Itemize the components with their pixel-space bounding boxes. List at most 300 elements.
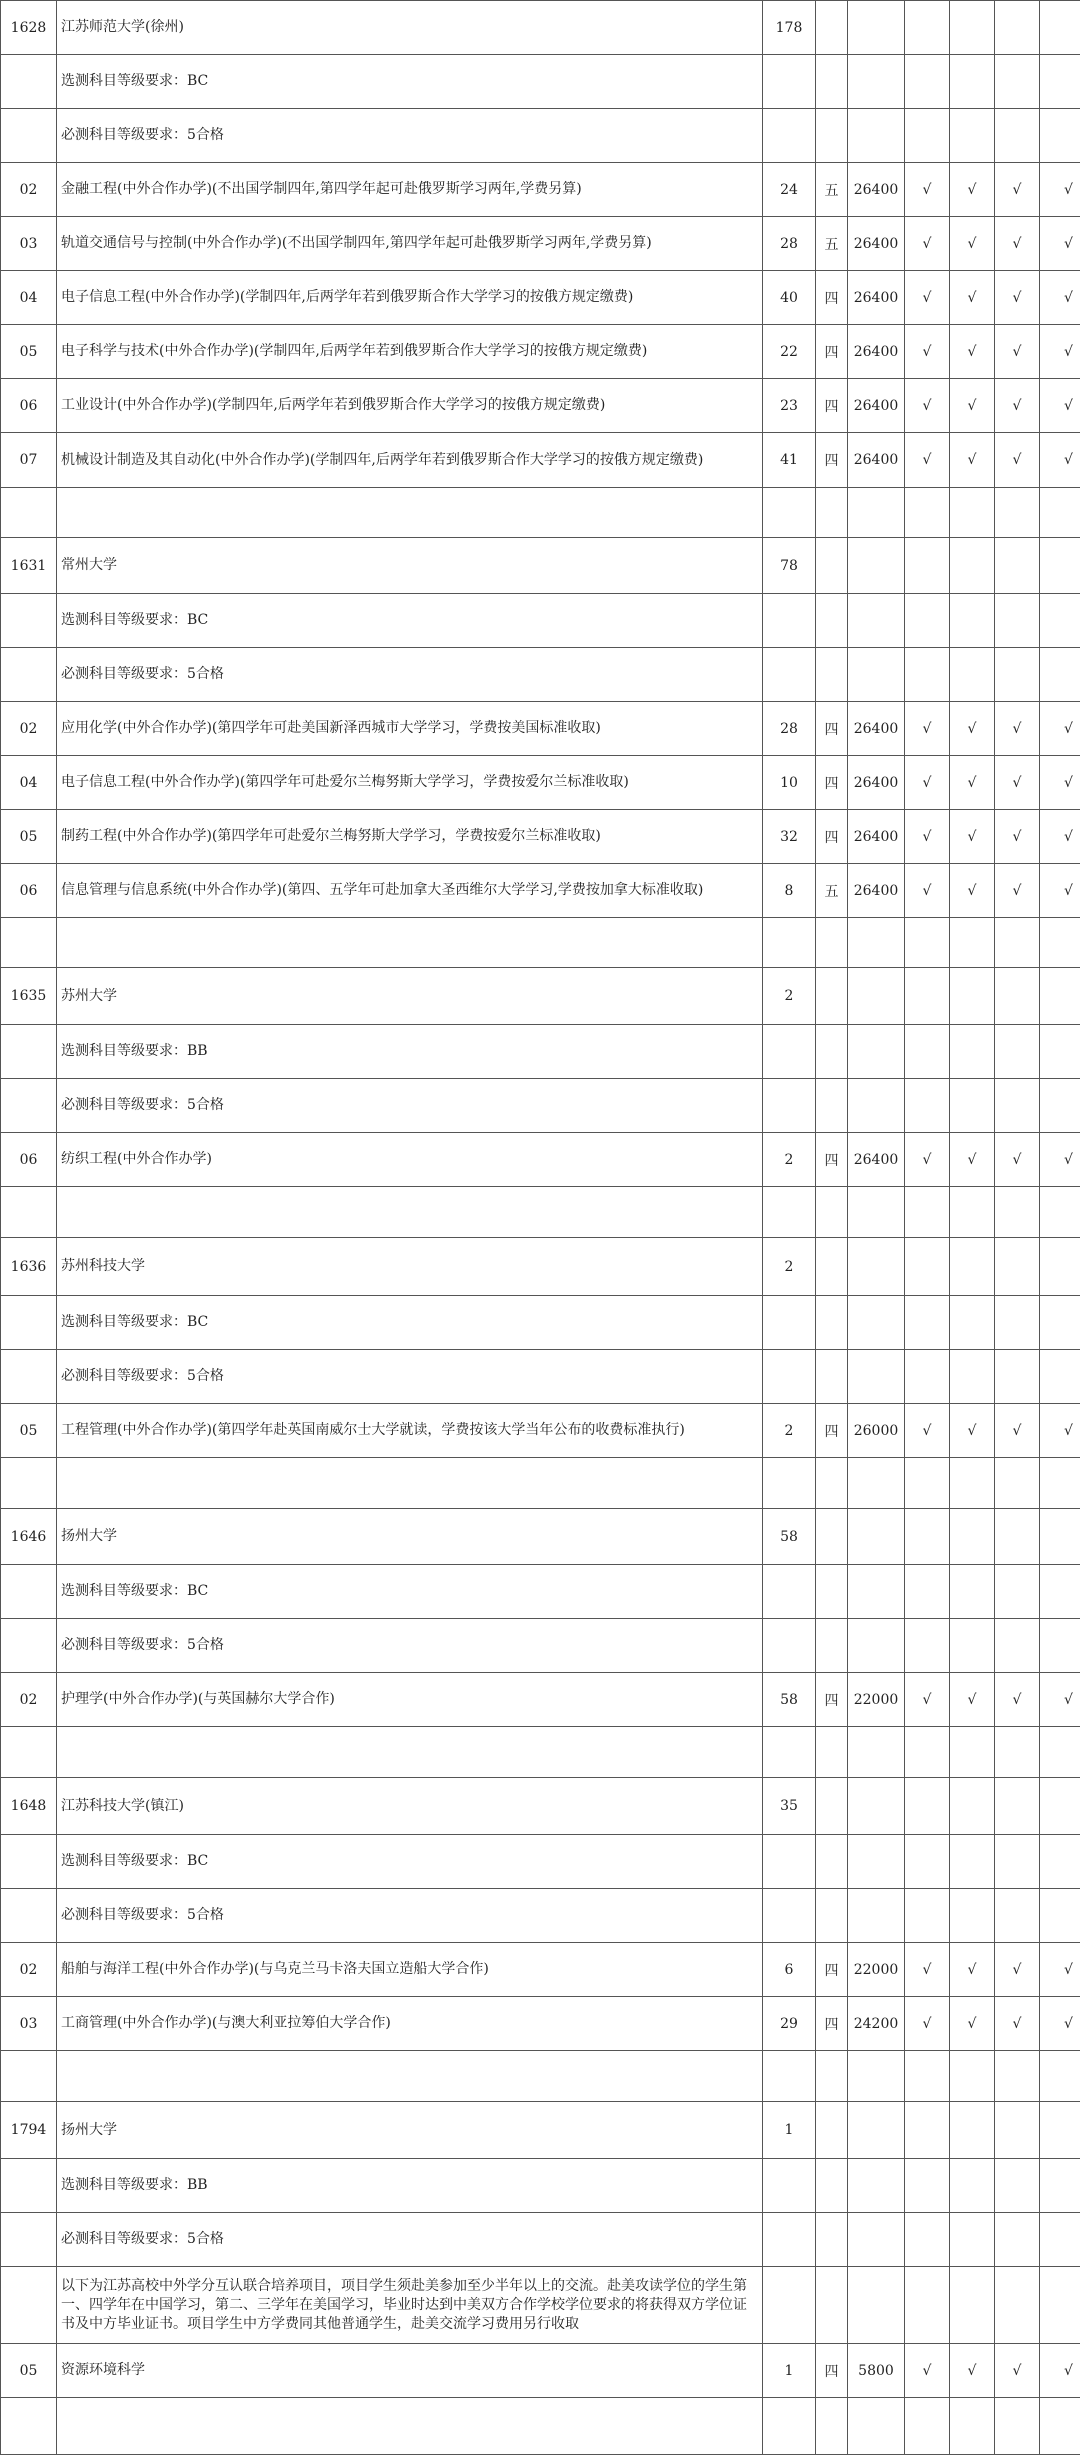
check-mark: √ (1040, 810, 1080, 864)
check-mark (1040, 1458, 1080, 1509)
check-mark (905, 1619, 950, 1673)
check-mark (950, 2102, 995, 2159)
tuition-fee: 26400 (848, 756, 905, 810)
major-row (1, 1943, 1080, 1997)
tuition-fee (848, 1350, 905, 1404)
study-years (816, 1458, 848, 1509)
check-mark: √ (1040, 756, 1080, 810)
blank-row (1, 2398, 1080, 2455)
row-code: 1635 (1, 968, 57, 1025)
check-mark: √ (950, 756, 995, 810)
check-mark: √ (905, 702, 950, 756)
check-mark (1040, 109, 1080, 163)
study-years: 四 (816, 756, 848, 810)
row-code: 07 (1, 433, 57, 488)
check-mark (905, 648, 950, 702)
check-mark: √ (1040, 1673, 1080, 1727)
plan-count (763, 1296, 816, 1350)
check-mark: √ (905, 163, 950, 217)
tuition-fee: 26400 (848, 163, 905, 217)
check-mark (995, 1778, 1040, 1835)
tuition-fee: 22000 (848, 1943, 905, 1997)
check-mark (950, 918, 995, 968)
check-mark: √ (1040, 1943, 1080, 1997)
check-mark: √ (905, 433, 950, 488)
check-mark: √ (995, 271, 1040, 325)
check-mark: √ (950, 217, 995, 271)
check-mark: √ (905, 810, 950, 864)
tuition-fee: 26400 (848, 217, 905, 271)
row-code: 02 (1, 702, 57, 756)
check-mark (950, 109, 995, 163)
check-mark (905, 1079, 950, 1133)
requirement-text: 选测科目等级要求：BC (57, 1835, 763, 1889)
check-mark (995, 1350, 1040, 1404)
study-years (816, 968, 848, 1025)
plan-count (763, 1565, 816, 1619)
check-mark (1040, 918, 1080, 968)
blank-row (1, 1458, 1080, 1509)
major-row (1, 1673, 1080, 1727)
blank-row (1, 488, 1080, 538)
check-mark (995, 1509, 1040, 1565)
check-mark: √ (1040, 1404, 1080, 1458)
study-years: 四 (816, 810, 848, 864)
study-years: 五 (816, 864, 848, 918)
tuition-fee (848, 1565, 905, 1619)
row-code (1, 2213, 57, 2267)
major-name: 纺织工程(中外合作办学) (57, 1133, 763, 1187)
check-mark (1040, 55, 1080, 109)
school-name: 扬州大学 (57, 1509, 763, 1565)
row-code (1, 1079, 57, 1133)
check-mark: √ (950, 702, 995, 756)
plan-count: 78 (763, 538, 816, 594)
major-name: 工业设计(中外合作办学)(学制四年,后两学年若到俄罗斯合作大学学习的按俄方规定缴费) (57, 379, 763, 433)
requirement-text (57, 918, 763, 968)
study-years (816, 1565, 848, 1619)
requirement-row (1, 1079, 1080, 1133)
tuition-fee (848, 1509, 905, 1565)
check-mark (995, 1025, 1040, 1079)
plan-count: 178 (763, 1, 816, 55)
check-mark (905, 1835, 950, 1889)
row-code (1, 1187, 57, 1238)
check-mark: √ (1040, 1133, 1080, 1187)
school-row (1, 1, 1080, 55)
check-mark (905, 968, 950, 1025)
check-mark (995, 2102, 1040, 2159)
check-mark (950, 1025, 995, 1079)
plan-count: 58 (763, 1509, 816, 1565)
check-mark (905, 1889, 950, 1943)
plan-count (763, 109, 816, 163)
check-mark (995, 1187, 1040, 1238)
check-mark: √ (950, 271, 995, 325)
check-mark (1040, 594, 1080, 648)
row-code: 1636 (1, 1238, 57, 1296)
school-name: 苏州大学 (57, 968, 763, 1025)
check-mark: √ (905, 1673, 950, 1727)
check-mark (950, 1509, 995, 1565)
study-years: 四 (816, 1404, 848, 1458)
check-mark (950, 538, 995, 594)
check-mark (1040, 968, 1080, 1025)
study-years (816, 1778, 848, 1835)
row-code (1, 2159, 57, 2213)
check-mark (950, 2159, 995, 2213)
requirement-text: 选测科目等级要求：BB (57, 2159, 763, 2213)
check-mark (905, 109, 950, 163)
check-mark (1040, 1565, 1080, 1619)
check-mark: √ (950, 1404, 995, 1458)
requirement-row (1, 1025, 1080, 1079)
requirement-row (1, 2213, 1080, 2267)
requirement-text: 必测科目等级要求：5合格 (57, 648, 763, 702)
study-years (816, 2102, 848, 2159)
plan-count (763, 1025, 816, 1079)
requirement-text: 选测科目等级要求：BC (57, 1565, 763, 1619)
check-mark (950, 1187, 995, 1238)
requirement-row (1, 594, 1080, 648)
row-code (1, 1458, 57, 1509)
major-name: 应用化学(中外合作办学)(第四学年可赴美国新泽西城市大学学习，学费按美国标准收取) (57, 702, 763, 756)
study-years (816, 648, 848, 702)
study-years: 五 (816, 163, 848, 217)
check-mark (995, 1458, 1040, 1509)
study-years: 四 (816, 325, 848, 379)
major-name: 资源环境科学 (57, 2344, 763, 2398)
row-code (1, 488, 57, 538)
row-code: 05 (1, 325, 57, 379)
tuition-fee (848, 594, 905, 648)
check-mark: √ (905, 1943, 950, 1997)
study-years (816, 2398, 848, 2455)
check-mark (995, 648, 1040, 702)
tuition-fee (848, 2051, 905, 2102)
plan-count: 2 (763, 968, 816, 1025)
major-name: 制药工程(中外合作办学)(第四学年可赴爱尔兰梅努斯大学学习，学费按爱尔兰标准收取) (57, 810, 763, 864)
check-mark (1040, 1778, 1080, 1835)
major-row (1, 1404, 1080, 1458)
check-mark (995, 1296, 1040, 1350)
check-mark (1040, 1238, 1080, 1296)
tuition-fee (848, 55, 905, 109)
check-mark (1040, 2159, 1080, 2213)
note-row (1, 2267, 1080, 2344)
check-mark: √ (905, 2344, 950, 2398)
check-mark (950, 594, 995, 648)
plan-count (763, 2213, 816, 2267)
check-mark (950, 1079, 995, 1133)
check-mark (1040, 1350, 1080, 1404)
check-mark: √ (995, 1943, 1040, 1997)
requirement-row (1, 1296, 1080, 1350)
check-mark (905, 538, 950, 594)
requirement-row (1, 1889, 1080, 1943)
check-mark (1040, 1, 1080, 55)
check-mark (905, 1187, 950, 1238)
plan-count (763, 1458, 816, 1509)
requirement-text: 必测科目等级要求：5合格 (57, 1619, 763, 1673)
major-name: 电子信息工程(中外合作办学)(第四学年可赴爱尔兰梅努斯大学学习，学费按爱尔兰标准收取) (57, 756, 763, 810)
row-code (1, 648, 57, 702)
check-mark (1040, 1727, 1080, 1778)
tuition-fee: 22000 (848, 1673, 905, 1727)
blank-row (1, 2051, 1080, 2102)
check-mark (1040, 1025, 1080, 1079)
row-code (1, 2267, 57, 2344)
major-row (1, 217, 1080, 271)
check-mark: √ (995, 325, 1040, 379)
check-mark: √ (950, 1997, 995, 2051)
school-name: 扬州大学 (57, 2102, 763, 2159)
check-mark (995, 1619, 1040, 1673)
plan-count (763, 918, 816, 968)
study-years: 四 (816, 1997, 848, 2051)
row-code (1, 1350, 57, 1404)
plan-count: 29 (763, 1997, 816, 2051)
study-years: 四 (816, 1943, 848, 1997)
check-mark (995, 1, 1040, 55)
check-mark (950, 1889, 995, 1943)
tuition-fee: 5800 (848, 2344, 905, 2398)
study-years (816, 488, 848, 538)
row-code: 04 (1, 271, 57, 325)
row-code: 02 (1, 163, 57, 217)
check-mark: √ (950, 163, 995, 217)
plan-count: 28 (763, 217, 816, 271)
row-code: 1648 (1, 1778, 57, 1835)
check-mark (950, 1778, 995, 1835)
tuition-fee (848, 648, 905, 702)
row-code: 06 (1, 379, 57, 433)
plan-count: 2 (763, 1404, 816, 1458)
requirement-row (1, 109, 1080, 163)
plan-count (763, 1619, 816, 1673)
check-mark (905, 594, 950, 648)
major-row (1, 756, 1080, 810)
check-mark: √ (905, 325, 950, 379)
study-years: 四 (816, 271, 848, 325)
major-name: 信息管理与信息系统(中外合作办学)(第四、五学年可赴加拿大圣西维尔大学学习,学费按加拿大标准收取) (57, 864, 763, 918)
row-code: 06 (1, 1133, 57, 1187)
blank-row (1, 1187, 1080, 1238)
study-years (816, 594, 848, 648)
tuition-fee: 26400 (848, 271, 905, 325)
plan-count: 2 (763, 1238, 816, 1296)
major-row (1, 433, 1080, 488)
check-mark: √ (995, 217, 1040, 271)
check-mark: √ (905, 756, 950, 810)
check-mark (950, 1565, 995, 1619)
check-mark (1040, 2213, 1080, 2267)
row-code (1, 2398, 57, 2455)
tuition-fee (848, 538, 905, 594)
check-mark (1040, 648, 1080, 702)
study-years (816, 2267, 848, 2344)
check-mark (905, 2102, 950, 2159)
school-row (1, 538, 1080, 594)
requirement-text: 必测科目等级要求：5合格 (57, 1889, 763, 1943)
tuition-fee (848, 1835, 905, 1889)
requirement-text: 选测科目等级要求：BC (57, 1296, 763, 1350)
study-years (816, 2051, 848, 2102)
study-years: 四 (816, 379, 848, 433)
plan-count: 35 (763, 1778, 816, 1835)
major-row (1, 271, 1080, 325)
check-mark: √ (950, 1133, 995, 1187)
school-name: 江苏科技大学(镇江) (57, 1778, 763, 1835)
check-mark (1040, 488, 1080, 538)
requirement-text (57, 1727, 763, 1778)
major-row (1, 325, 1080, 379)
check-mark: √ (1040, 702, 1080, 756)
check-mark: √ (950, 864, 995, 918)
requirement-text: 选测科目等级要求：BB (57, 1025, 763, 1079)
plan-count: 58 (763, 1673, 816, 1727)
tuition-fee: 24200 (848, 1997, 905, 2051)
check-mark: √ (950, 379, 995, 433)
check-mark (905, 2213, 950, 2267)
requirement-text: 选测科目等级要求：BC (57, 594, 763, 648)
plan-count (763, 2267, 816, 2344)
tuition-fee (848, 1778, 905, 1835)
row-code: 05 (1, 1404, 57, 1458)
check-mark (1040, 1079, 1080, 1133)
plan-count (763, 1889, 816, 1943)
study-years: 四 (816, 1133, 848, 1187)
study-years (816, 1296, 848, 1350)
row-code: 04 (1, 756, 57, 810)
major-name: 工程管理(中外合作办学)(第四学年赴英国南威尔士大学就读，学费按该大学当年公布的收费标准执行) (57, 1404, 763, 1458)
study-years: 四 (816, 2344, 848, 2398)
plan-count (763, 2398, 816, 2455)
check-mark (1040, 1889, 1080, 1943)
row-code (1, 1619, 57, 1673)
plan-count (763, 1187, 816, 1238)
major-name: 电子科学与技术(中外合作办学)(学制四年,后两学年若到俄罗斯合作大学学习的按俄方规定缴费) (57, 325, 763, 379)
check-mark (905, 2267, 950, 2344)
check-mark (995, 2267, 1040, 2344)
study-years (816, 55, 848, 109)
row-code: 1628 (1, 1, 57, 55)
requirement-text (57, 1187, 763, 1238)
major-name: 金融工程(中外合作办学)(不出国学制四年,第四学年起可赴俄罗斯学习两年,学费另算) (57, 163, 763, 217)
tuition-fee (848, 1619, 905, 1673)
tuition-fee: 26400 (848, 379, 905, 433)
check-mark: √ (950, 1673, 995, 1727)
tuition-fee: 26400 (848, 1133, 905, 1187)
plan-count: 23 (763, 379, 816, 433)
school-row (1, 2102, 1080, 2159)
check-mark (950, 1835, 995, 1889)
row-code (1, 918, 57, 968)
study-years (816, 1025, 848, 1079)
check-mark: √ (995, 433, 1040, 488)
study-years (816, 1079, 848, 1133)
study-years (816, 1727, 848, 1778)
check-mark (995, 1565, 1040, 1619)
check-mark (995, 918, 1040, 968)
row-code (1, 1565, 57, 1619)
check-mark: √ (1040, 433, 1080, 488)
check-mark (905, 2398, 950, 2455)
plan-count: 40 (763, 271, 816, 325)
check-mark (995, 968, 1040, 1025)
requirement-row (1, 1350, 1080, 1404)
check-mark (950, 1296, 995, 1350)
check-mark (950, 488, 995, 538)
study-years (816, 109, 848, 163)
check-mark: √ (1040, 379, 1080, 433)
check-mark: √ (995, 1673, 1040, 1727)
plan-count: 32 (763, 810, 816, 864)
check-mark (1040, 2398, 1080, 2455)
check-mark (995, 2051, 1040, 2102)
study-years (816, 1889, 848, 1943)
row-code (1, 1296, 57, 1350)
study-years (816, 1835, 848, 1889)
tuition-fee (848, 1727, 905, 1778)
requirement-text: 必测科目等级要求：5合格 (57, 109, 763, 163)
check-mark: √ (1040, 325, 1080, 379)
plan-count (763, 488, 816, 538)
study-years (816, 918, 848, 968)
check-mark: √ (905, 271, 950, 325)
requirement-text: 必测科目等级要求：5合格 (57, 1350, 763, 1404)
check-mark: √ (995, 2344, 1040, 2398)
check-mark (1040, 2051, 1080, 2102)
school-row (1, 968, 1080, 1025)
check-mark (905, 55, 950, 109)
study-years (816, 1, 848, 55)
check-mark (1040, 1509, 1080, 1565)
plan-count: 6 (763, 1943, 816, 1997)
row-code: 03 (1, 1997, 57, 2051)
check-mark: √ (1040, 1997, 1080, 2051)
tuition-fee (848, 1079, 905, 1133)
row-code (1, 1025, 57, 1079)
plan-count (763, 55, 816, 109)
row-code: 06 (1, 864, 57, 918)
tuition-fee (848, 1025, 905, 1079)
check-mark: √ (1040, 271, 1080, 325)
major-row (1, 864, 1080, 918)
check-mark (995, 488, 1040, 538)
check-mark (950, 968, 995, 1025)
tuition-fee (848, 1889, 905, 1943)
plan-count (763, 1079, 816, 1133)
check-mark (995, 2398, 1040, 2455)
tuition-fee (848, 968, 905, 1025)
row-code (1, 594, 57, 648)
major-name: 轨道交通信号与控制(中外合作办学)(不出国学制四年,第四学年起可赴俄罗斯学习两年,学费另算) (57, 217, 763, 271)
requirement-row (1, 648, 1080, 702)
plan-count (763, 1727, 816, 1778)
check-mark: √ (995, 379, 1040, 433)
check-mark (950, 55, 995, 109)
row-code: 1646 (1, 1509, 57, 1565)
major-name: 机械设计制造及其自动化(中外合作办学)(学制四年,后两学年若到俄罗斯合作大学学习的按俄方规定缴费) (57, 433, 763, 488)
check-mark: √ (995, 702, 1040, 756)
plan-count: 24 (763, 163, 816, 217)
check-mark: √ (950, 1943, 995, 1997)
check-mark (905, 1727, 950, 1778)
major-row (1, 1997, 1080, 2051)
study-years (816, 2213, 848, 2267)
requirement-text (57, 488, 763, 538)
